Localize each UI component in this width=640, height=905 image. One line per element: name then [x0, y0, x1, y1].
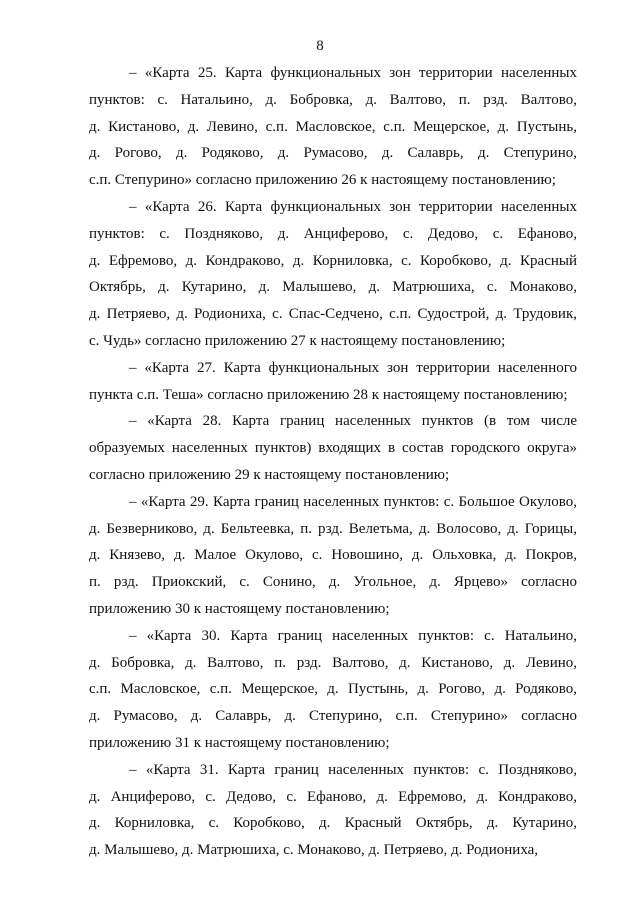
text-line: д. Рогово, д. Родяково, д. Румасово, д. Салаврь, д. Степурино,: [89, 145, 577, 162]
paragraph: [89, 194, 577, 355]
text-line: приложению 31 к настоящему постановлению;: [89, 734, 390, 751]
paragraph: [89, 623, 577, 757]
text-line: образуемых населенных пунктов) входящих в состав городского округа»: [89, 440, 577, 457]
document-body: [89, 60, 577, 864]
text-line: приложению 30 к настоящему постановлению;: [89, 600, 390, 617]
paragraph: [89, 60, 577, 194]
text-line: – «Карта 31. Карта границ населенных пунктов: с. Поздняково,: [129, 761, 577, 778]
text-line: п. рзд. Приокский, с. Сонино, д. Угольное, д. Ярцево» согласно: [89, 574, 577, 591]
text-line: согласно приложению 29 к настоящему постановлению;: [89, 466, 450, 483]
paragraph: [89, 489, 577, 623]
text-line: с.п. Степурино» согласно приложению 26 к настоящему постановлению;: [89, 172, 556, 189]
text-line: д. Безверниково, д. Бельтеевка, п. рзд. Велетьма, д. Волосово, д. Горицы,: [89, 520, 577, 537]
text-line: д. Князево, д. Малое Окулово, с. Новошино, д. Ольховка, д. Покров,: [89, 547, 577, 564]
text-line: – «Карта 25. Карта функциональных зон территории населенных: [129, 65, 577, 81]
text-line: пунктов: с. Натальино, д. Бобровка, д. Валтово, п. рзд. Валтово,: [89, 91, 577, 108]
paragraph: [89, 757, 577, 864]
text-line: с.п. Масловское, с.п. Мещерское, д. Пустынь, д. Рогово, д. Родяково,: [89, 681, 577, 698]
text-line: д. Ефремово, д. Кондраково, д. Корниловка, с. Коробково, д. Красный: [89, 252, 577, 269]
text-line: пунктов: с. Поздняково, д. Анциферово, с. Дедово, с. Ефаново,: [89, 225, 577, 242]
text-line: с. Чудь» согласно приложению 27 к настоящему постановлению;: [89, 332, 506, 349]
text-line: Октябрь, д. Кутарино, д. Малышево, д. Матрюшиха, с. Монаково,: [89, 279, 577, 296]
paragraph: [89, 355, 577, 409]
text-line: д. Румасово, д. Салаврь, д. Степурино, с.п. Степурино» согласно: [89, 708, 577, 725]
text-line: д. Петряево, д. Родиониха, с. Спас-Седчено, с.п. Судострой, д. Трудовик,: [89, 306, 577, 323]
paragraph: [89, 408, 577, 488]
text-line: д. Кистаново, д. Левино, с.п. Масловское, с.п. Мещерское, д. Пустынь,: [89, 118, 577, 135]
text-line: д. Корниловка, с. Коробково, д. Красный Октябрь, д. Кутарино,: [89, 815, 577, 832]
text-line: – «Карта 30. Карта границ населенных пунктов: с. Натальино,: [129, 627, 577, 644]
page-number: 8: [316, 38, 324, 54]
text-line: д. Бобровка, д. Валтово, п. рзд. Валтово, д. Кистаново, д. Левино,: [89, 654, 577, 671]
text-line: – «Карта 27. Карта функциональных зон территории населенного: [129, 359, 577, 376]
text-line: д. Малышево, д. Матрюшиха, с. Монаково, д. Петряево, д. Родиониха,: [89, 842, 539, 859]
text-line: – «Карта 26. Карта функциональных зон территории населенных: [129, 198, 577, 215]
text-line: – «Карта 29. Карта границ населенных пунктов: с. Большое Окулово,: [129, 493, 577, 510]
text-line: д. Анциферово, с. Дедово, с. Ефаново, д. Ефремово, д. Кондраково,: [89, 788, 577, 805]
text-line: – «Карта 28. Карта границ населенных пунктов (в том числе: [129, 413, 577, 430]
text-line: пункта с.п. Теша» согласно приложению 28 к настоящему постановлению;: [89, 386, 568, 403]
